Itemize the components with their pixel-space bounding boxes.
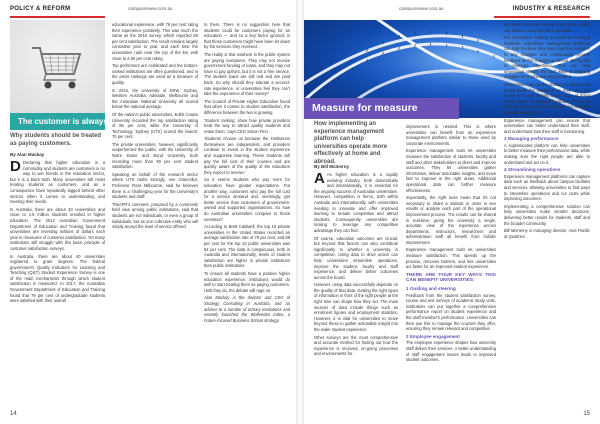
drop-cap: A — [314, 170, 325, 187]
subhead-guiding: 1 Guiding and steering — [406, 286, 456, 292]
spine-gutter — [296, 0, 304, 424]
subhead-operations: 4 Streamlining operations — [504, 167, 561, 173]
shopping-cart-icon — [30, 42, 84, 92]
paragraph: In Australia, there are about 40 universities registered to grant degrees. The federal government's Quality Indicators for Learning and Teaching (QILT) Student Experience Survey is one of the main mechanisms through which student satisfaction is measured. In 2017, the Australian Government Department of Education and Training found that 79 per cent of undergraduate students were satisfied with their overall — [10, 253, 105, 304]
paragraph: In Australia, there are about 40 universities and close to 1.5 million students enrolled in higher education. The 2013 Australian Government Department of Education and Training found that universities are investing millions of dollars each year in measures of customer satisfaction. Yet many institutions still struggle with this basic principle of customer satisfaction surveys. — [10, 206, 105, 251]
paragraph: Experience management tools let universities measure the satisfaction of students, faculty and staff and other stakeholders to direct and improve outcomes. They let universities gather information, deliver actionable insights, and move fast to improve in the right areas. Additional operational data can further measure effectiveness. — [406, 148, 496, 193]
article-column-1 — [10, 160, 105, 306]
paragraph: improvement is needed. This is where universities can benefit from an experience management platform similar to those used by corporate environments. — [406, 124, 496, 146]
subhead-four-ways: THERE ARE FOUR KEY WAYS THIS CAN BENEFIT UNIVERSITIES: — [406, 272, 496, 284]
headline: Measure for measure — [312, 102, 418, 114]
byline: By Alan Mackay — [10, 152, 45, 157]
article-column-2 — [112, 22, 198, 232]
site-url: campusreview.com.au — [128, 6, 173, 11]
article-column-2 — [406, 124, 496, 365]
subhead-performance: 3 Managing performance — [504, 136, 559, 142]
paragraph: D Declaring that higher education is a commodity and students are customers is no way to win friends in the education sector, but it is a blunt truth. Many universities still resist treating students as customers, and as a consequence have repeatedly lagged behind other sectors when it comes to understanding and meeting their needs. — [10, 158, 105, 205]
paragraph: The Council of Private Higher Education found that when it comes to student satisfaction, the difference between the two is growing. — [204, 98, 290, 115]
paragraph: The reality is that nowhere in the public system are paying customers. They may not receive government funding or loans, and they may not have to pay upfront, but it is not a free service. The student loans are still real and are paid back. So why should they tolerate a second-rate experience, or universities feel they can't take the experience of their money? — [204, 51, 290, 97]
standfirst: How implementing an experience management platform can help universities operate more effectively at home and abroad. — [314, 121, 388, 165]
section-rule — [494, 16, 590, 18]
author-bio: Alan Mackay is the director and CEO of Strategy Consulting in Australia, and an advisor to a number of tertiary institutions and recently launched the Wolfenden Index, a Future-focused Business School strategy. — [204, 295, 290, 323]
byline: By Bill McInerny — [314, 164, 350, 169]
paragraph: To ensure all students have a positive higher education experience, institutions would do well to start treating them as paying customers. Until they do, the debate will rage on. — [204, 270, 290, 293]
paragraph: TheAFR's comment, prepared by a commonly held view among public institutions, said that students are not individuals, or even a group of individuals, but as one collective entity who will simply accept the level of service offered — [112, 201, 198, 230]
paragraph: Feedback from the student satisfaction survey, course and unit surveys of academic study units, institutions can put together a comprehensive performance report on student experience and the staff member's performance. Universities can then use this to manage the courses they offer, ensuring they remain relevant and competitive. — [406, 292, 496, 332]
paragraph: Of the nation's public universities, Edith Cowan University recorded the top satisfaction rating of 86 per cent, while the University of Technology, Sydney (UTS) scored the lowest: 70 per cent. — [112, 111, 198, 140]
paragraph: According to Brett Caldwell, the top 10 private universities in the United States recorded an average satisfaction rate of 79 per cent, and 89 per cent for the top 10 public universities was 82 per cent. The data is conspicuous, both in Australia and internationally, levels of student satisfaction are higher in private institutions than public institutions. — [204, 224, 290, 269]
paragraph: Experience management can ensure that universities can better understand their staff, and understand how their staff is functioning. — [504, 117, 590, 134]
headline-banner — [304, 98, 459, 119]
paragraph: For universities looking to transform teaching methods, experience management platforms can help because they help track the reactions to any changes and continuously provide feedback as the changes go ahead. Being able to measure objectives. This can help universities identify the best ways of adopting changes for a cohesive improvement. — [504, 35, 590, 80]
paragraph: Universities can use the platform to deploy and demonstrate the feedback so they can take action on it and identify better ways of doing things based on people's feedback. This is an effective way to ensure students have the best possible experience. — [504, 81, 590, 115]
article-column-1 — [314, 172, 398, 359]
paragraph: educational experience, with 79 per cent rating their experience positively. This was much the same as the 2016 survey, which reported 80 per cent satisfaction. The result remains largely consistent year to year, and each time the universities rank near the top of the list, with close to a 90 per cent rating. — [112, 22, 198, 61]
paragraph: 'Student ranking: show how private providers treat the way to attract quality students and retain them,' says CEO Simon Finn. — [204, 117, 290, 134]
article-column-3 — [204, 22, 290, 325]
page-number: 14 — [10, 411, 17, 417]
article-column-3 — [504, 22, 590, 241]
paragraph: However, using data successfully depends on the quality of that data. Getting the right types of information in front of the right people at the right time can shape how they act. The main sources of data include things such as enrolment figures and employment statistics. However, it is vital for universities to move beyond these to gather actionable insight into the wider student experience. — [314, 282, 398, 333]
paragraph: Top performers are celebrated and the bottom-ranked institutions are often questioned, and in the press rankings are used as a measure of quality. — [112, 63, 198, 85]
paragraph: A As higher education is a rapidly evolving industry, both domestically and internationally, it is essential for the ongoing success of Australian universities. However, competition is fierce, both within Australia and internationally, with universities needing to innovate and offer improved learning to remain competitive and attract students. Consequently, universities are looking to leverage any competitive advantage they can find. — [314, 170, 398, 233]
paragraph: Experience management tools let universities measure satisfaction. This speeds up the process, removes barriers, and lets universities act faster for an improved student experience. — [406, 247, 496, 270]
paragraph: Experience management platforms can capture data such as feedback about campus facilities and services, allowing universities to find ways to streamline operations and cut costs while improving outcomes. — [504, 173, 591, 202]
headline-banner — [10, 113, 128, 130]
paragraph: Other surveys are the most comprehensive and accurate method for finding out how the experience is received, on-going processes and environments for — [314, 334, 398, 357]
paragraph: 'Students choose us because the institutions themselves are independent, and providers continue to invest in the student experience and supportive learning. These students will pay the full cost of their courses and are quickly aware of the quality of the education they expect to receive.' — [204, 136, 290, 175]
subhead-employee: 2 Employee engagement — [406, 333, 460, 339]
page-number: 15 — [583, 411, 590, 417]
paragraph: In 2016, the University of NSW, Sydney, Western Australia, Adelaide, Melbourne and the Australian National University all scored below the national average. — [112, 87, 198, 110]
standfirst: Why students should be treated as paying customers. — [10, 133, 102, 147]
paragraph: to them. There is no suggestion here that students could be customers paying for an education — and so a key factor ignored, is that those customers might have been let down by the services they received. — [204, 22, 290, 50]
headline: The customer is always right — [18, 117, 128, 126]
paragraph: Speaking on behalf of the research sector where UTS ranks strongly, one chancellor, Professor Ross Milbourne, said he believes there is a 'challenging year for the University's students and staff'. — [112, 171, 198, 200]
site-url: campusreview.com.au — [399, 6, 444, 11]
paragraph: Importantly, the right tools mean that it's not necessary to share a statistic in order to see results or analyse each part of the operational improvement process. The results can be shared in real-time, giving the university a single, accurate view of the experience across departments. Instructors, researchers and administration staff all benefit from holistic improvement. — [406, 195, 496, 245]
shopping-cart-image — [10, 20, 105, 113]
right-page — [304, 0, 600, 424]
right-header — [304, 0, 600, 18]
paragraph: Of course, education outcomes are crucial, but beyond that factors can also contribute significantly to whether a university is competitive. Using data to drive action can help universities streamline operations, improve the student, faculty and staff experience, and deliver better outcomes across the board. — [314, 235, 398, 280]
section-rule — [10, 16, 105, 18]
paragraph: and lead to a better student experience, which can make a university more desirable. — [504, 22, 590, 33]
section-label: INDUSTRY & RESEARCH — [512, 6, 590, 12]
paragraph: A sophisticated platform can help universities to better measure their performance data, while making sure the right people are able to understand and act on it. — [504, 142, 591, 165]
left-page — [0, 0, 296, 424]
paragraph: Implementing a comprehensive solution can help universities make smarter decisions, delivering better results for students, staff and the broader community. — [504, 203, 590, 226]
paragraph: So it seems students who pay more for education have greater expectations. Put another way, customers who pay the full cost for a service demand and, seemingly, get better service than customers of government-owned and supported organisations. So how do Australian universities compare to those overseas? — [204, 177, 290, 222]
paragraph: The private universities, however, significantly outperformed the public, with the University of Notre Dame and Bond University both recording more than 90 per cent student satisfaction. — [112, 141, 198, 170]
paragraph: The employee experience shapes how university staff deliver their services. A better understanding of staff engagement issues leads to improved student outcomes. — [406, 340, 496, 363]
author-bio: Bill McInerny is managing director, Asia Pacific at Qualtrics. — [504, 228, 590, 239]
section-label: POLICY & REFORM — [10, 6, 71, 12]
drop-cap: D — [10, 158, 21, 175]
left-header — [0, 0, 296, 18]
